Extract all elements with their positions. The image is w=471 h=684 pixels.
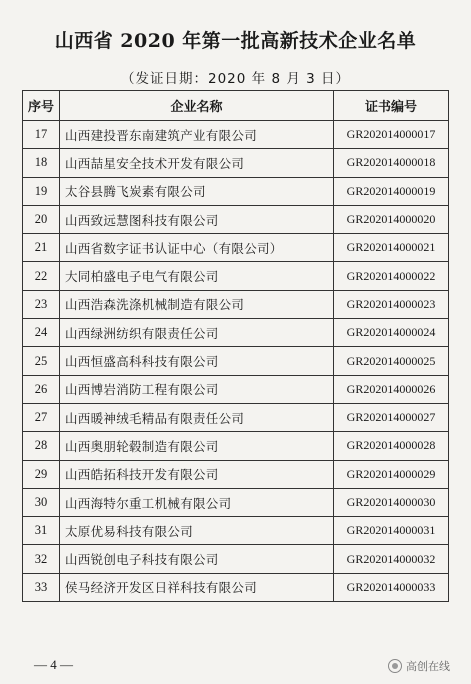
row-serial: 18	[23, 149, 60, 177]
table-row	[23, 319, 449, 347]
row-certificate-no: GR202014000027	[334, 403, 449, 431]
row-company-name: 山西海特尔重工机械有限公司	[60, 488, 334, 516]
table-row	[23, 573, 449, 601]
row-certificate-no: GR202014000032	[334, 545, 449, 573]
row-certificate-no: GR202014000023	[334, 290, 449, 318]
row-certificate-no: GR202014000031	[334, 517, 449, 545]
row-company-name: 山西皓拓科技开发有限公司	[60, 460, 334, 488]
row-certificate-no: GR202014000029	[334, 460, 449, 488]
row-certificate-no: GR202014000020	[334, 205, 449, 233]
table-row	[23, 403, 449, 431]
row-serial: 26	[23, 375, 60, 403]
table-row	[23, 432, 449, 460]
table-row	[23, 149, 449, 177]
row-company-name: 侯马经济开发区日祥科技有限公司	[60, 573, 334, 601]
table-row	[23, 177, 449, 205]
row-serial: 24	[23, 319, 60, 347]
row-serial: 33	[23, 573, 60, 601]
row-company-name: 山西锐创电子科技有限公司	[60, 545, 334, 573]
table-row	[23, 347, 449, 375]
issue-date: （发证日期：2020 年 8 月 3 日）	[121, 71, 350, 87]
watermark-text: 高创在线	[406, 660, 450, 673]
row-serial: 20	[23, 205, 60, 233]
row-certificate-no: GR202014000017	[334, 121, 449, 149]
row-certificate-no: GR202014000030	[334, 488, 449, 516]
row-company-name: 山西奥朋轮毂制造有限公司	[60, 432, 334, 460]
header-certificate-no: 证书编号	[334, 91, 449, 121]
header-company-name: 企业名称	[60, 91, 334, 121]
row-serial: 19	[23, 177, 60, 205]
enterprise-table	[22, 90, 449, 602]
row-serial: 21	[23, 234, 60, 262]
watermark	[388, 658, 450, 674]
row-certificate-no: GR202014000033	[334, 573, 449, 601]
table-row	[23, 545, 449, 573]
row-certificate-no: GR202014000028	[334, 432, 449, 460]
table-row	[23, 234, 449, 262]
row-certificate-no: GR202014000018	[334, 149, 449, 177]
wechat-logo-icon	[388, 659, 402, 673]
page-number: — 4 —	[34, 657, 73, 672]
table-row	[23, 517, 449, 545]
row-company-name: 山西省数字证书认证中心（有限公司）	[60, 234, 334, 262]
row-certificate-no: GR202014000022	[334, 262, 449, 290]
row-company-name: 太谷县腾飞炭素有限公司	[60, 177, 334, 205]
row-serial: 32	[23, 545, 60, 573]
row-company-name: 山西暖神绒毛精品有限责任公司	[60, 403, 334, 431]
row-certificate-no: GR202014000024	[334, 319, 449, 347]
row-company-name: 太原优易科技有限公司	[60, 517, 334, 545]
row-serial: 28	[23, 432, 60, 460]
table-row	[23, 262, 449, 290]
page-title: 山西省 2020 年第一批高新技术企业名单	[54, 30, 417, 52]
row-company-name: 山西浩森洗涤机械制造有限公司	[60, 290, 334, 318]
row-certificate-no: GR202014000019	[334, 177, 449, 205]
row-serial: 30	[23, 488, 60, 516]
row-company-name: 山西喆星安全技术开发有限公司	[60, 149, 334, 177]
row-serial: 25	[23, 347, 60, 375]
header-serial: 序号	[23, 91, 60, 121]
row-company-name: 山西建投晋东南建筑产业有限公司	[60, 121, 334, 149]
table-body	[23, 121, 449, 602]
table-row	[23, 375, 449, 403]
row-serial: 17	[23, 121, 60, 149]
table-row	[23, 460, 449, 488]
table-row	[23, 290, 449, 318]
table-header-row	[23, 91, 449, 121]
row-serial: 23	[23, 290, 60, 318]
row-certificate-no: GR202014000026	[334, 375, 449, 403]
row-company-name: 山西博岩消防工程有限公司	[60, 375, 334, 403]
table-row	[23, 488, 449, 516]
table-row	[23, 121, 449, 149]
row-company-name: 山西恒盛高科科技有限公司	[60, 347, 334, 375]
row-serial: 27	[23, 403, 60, 431]
row-company-name: 山西绿洲纺织有限责任公司	[60, 319, 334, 347]
row-certificate-no: GR202014000021	[334, 234, 449, 262]
row-company-name: 山西致远慧图科技有限公司	[60, 205, 334, 233]
row-serial: 29	[23, 460, 60, 488]
row-certificate-no: GR202014000025	[334, 347, 449, 375]
table-row	[23, 205, 449, 233]
row-serial: 31	[23, 517, 60, 545]
row-serial: 22	[23, 262, 60, 290]
row-company-name: 大同柏盛电子电气有限公司	[60, 262, 334, 290]
